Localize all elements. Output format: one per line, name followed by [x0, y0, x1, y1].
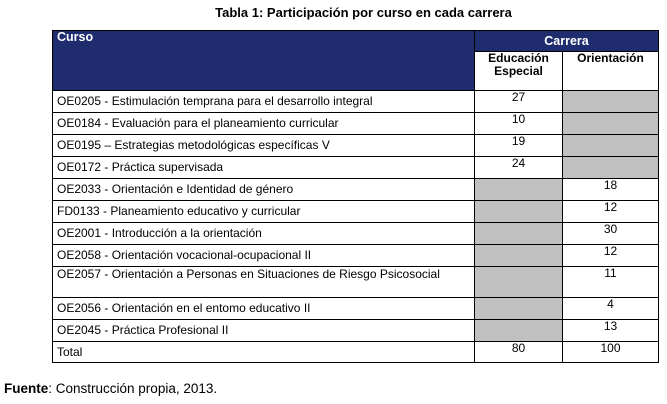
table-row — [53, 157, 659, 179]
table-row — [53, 267, 659, 298]
cell-educacion-especial: 24 — [475, 157, 563, 179]
cell-educacion-especial — [475, 298, 563, 320]
course-name: OE2056 - Orientación en el entomo educativo II — [53, 298, 475, 320]
course-name: OE2001 - Introducción a la orientación — [53, 223, 475, 245]
header-educacion-especial: Educación Especial — [475, 52, 563, 91]
table-row — [53, 91, 659, 113]
table-body — [53, 91, 659, 342]
cell-educacion-especial: 19 — [475, 135, 563, 157]
cell-orientacion: 13 — [563, 320, 659, 342]
cell-educacion-especial — [475, 201, 563, 223]
table-row — [53, 298, 659, 320]
cell-educacion-especial — [475, 245, 563, 267]
table-title: Tabla 1: Participación por curso en cada carrera — [215, 5, 512, 20]
cell-educacion-especial — [475, 179, 563, 201]
header-carrera: Carrera — [475, 31, 659, 52]
table-row — [53, 201, 659, 223]
cell-educacion-especial — [475, 223, 563, 245]
table-row — [53, 113, 659, 135]
participation-table — [52, 30, 659, 363]
source-note — [4, 381, 217, 396]
course-name: OE0172 - Práctica supervisada — [53, 157, 475, 179]
total-row — [53, 342, 659, 363]
cell-orientacion: 12 — [563, 201, 659, 223]
table-row — [53, 245, 659, 267]
total-orientacion: 100 — [563, 342, 659, 363]
course-name: OE2057 - Orientación a Personas en Situaciones de Riesgo Psicosocial — [53, 267, 475, 298]
course-name: OE0184 - Evaluación para el planeamiento curricular — [53, 113, 475, 135]
header-curso: Curso — [53, 31, 475, 91]
course-name: FD0133 - Planeamiento educativo y curricular — [53, 201, 475, 223]
cell-orientacion — [563, 91, 659, 113]
course-name: OE2058 - Orientación vocacional-ocupacional II — [53, 245, 475, 267]
cell-orientacion: 30 — [563, 223, 659, 245]
table-row — [53, 223, 659, 245]
total-label: Total — [53, 342, 475, 363]
source-label: Fuente — [4, 381, 49, 396]
header-orientacion: Orientación — [563, 52, 659, 91]
cell-orientacion — [563, 135, 659, 157]
table-row — [53, 320, 659, 342]
cell-orientacion — [563, 157, 659, 179]
cell-orientacion: 18 — [563, 179, 659, 201]
cell-educacion-especial: 10 — [475, 113, 563, 135]
cell-educacion-especial — [475, 320, 563, 342]
course-name: OE0205 - Estimulación temprana para el desarrollo integral — [53, 91, 475, 113]
table-row — [53, 179, 659, 201]
cell-educacion-especial — [475, 267, 563, 298]
cell-orientacion: 12 — [563, 245, 659, 267]
total-educacion-especial: 80 — [475, 342, 563, 363]
cell-educacion-especial: 27 — [475, 91, 563, 113]
cell-orientacion — [563, 113, 659, 135]
course-name: OE0195 – Estrategias metodológicas específicas V — [53, 135, 475, 157]
course-name: OE2045 - Práctica Profesional II — [53, 320, 475, 342]
cell-orientacion: 11 — [563, 267, 659, 298]
course-name: OE2033 - Orientación e Identidad de género — [53, 179, 475, 201]
source-text: : Construcción propia, 2013. — [48, 381, 218, 396]
table-row — [53, 135, 659, 157]
cell-orientacion: 4 — [563, 298, 659, 320]
